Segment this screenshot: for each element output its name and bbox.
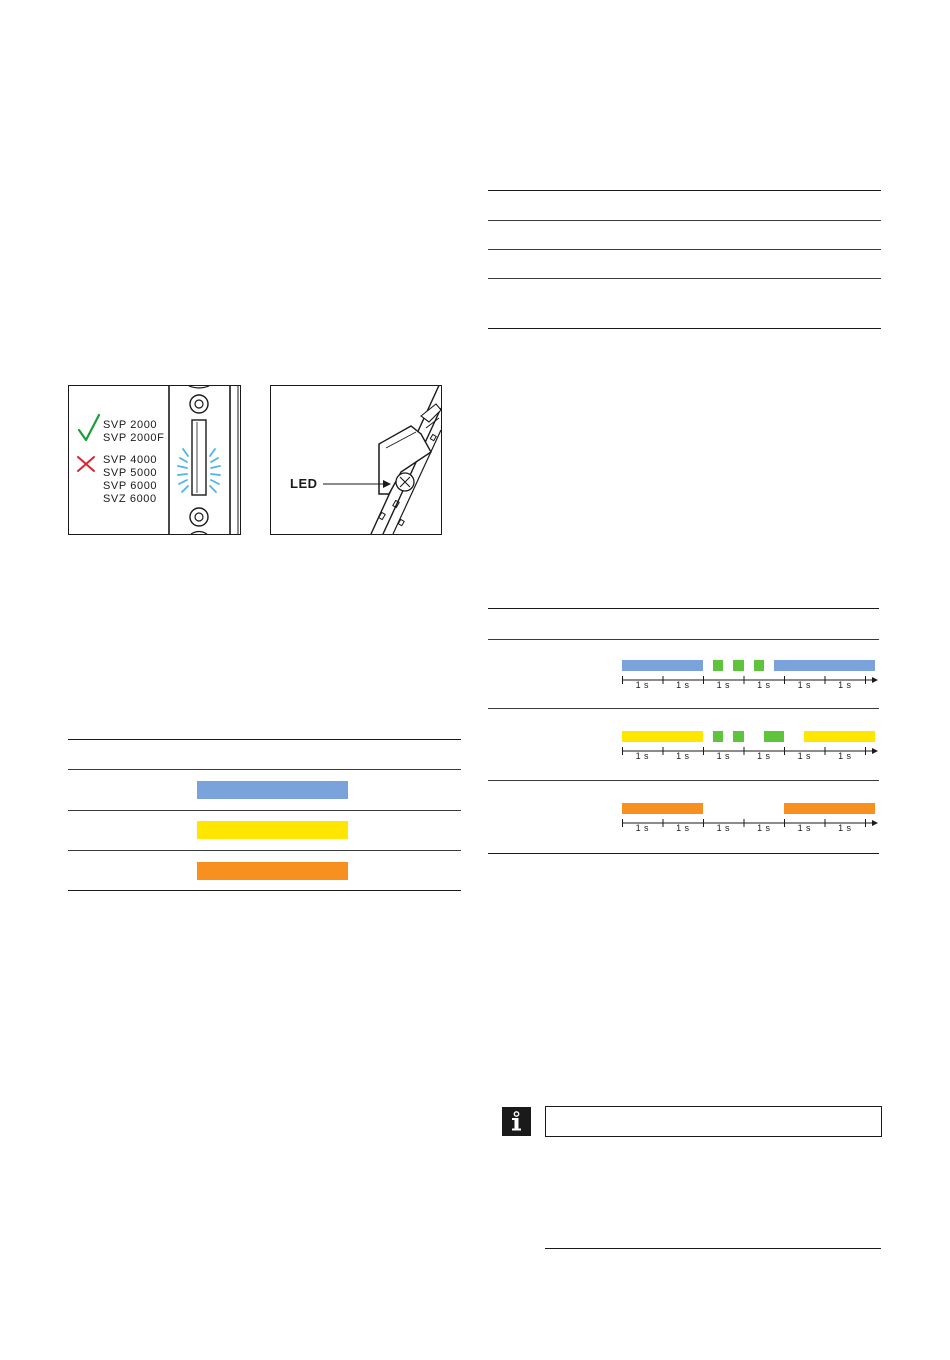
timing-segment <box>622 660 703 671</box>
time-tick-label: 1 s <box>676 823 690 833</box>
unsupported-model: SVP 5000 <box>103 467 158 479</box>
note-bottom-rule <box>545 1248 881 1249</box>
table-rule <box>488 278 881 279</box>
info-icon <box>502 1107 531 1136</box>
table-rule <box>488 249 881 250</box>
table-rule <box>68 850 461 851</box>
table-rule <box>488 780 879 781</box>
timing-row <box>622 801 880 841</box>
time-tick-label: 1 s <box>757 680 771 690</box>
timing-segment <box>804 731 875 742</box>
led-location-figure <box>270 385 442 535</box>
time-tick-label: 1 s <box>838 823 852 833</box>
table-rule <box>488 220 881 221</box>
time-tick-label: 1 s <box>635 823 649 833</box>
time-axis-arrow <box>872 748 878 754</box>
table-rule <box>68 769 461 770</box>
cross-icon <box>76 455 96 473</box>
timing-segment <box>774 660 875 671</box>
time-tick-label: 1 s <box>838 680 852 690</box>
color-swatch-orange <box>197 862 348 880</box>
color-swatch-blue <box>197 781 348 799</box>
timing-row <box>622 729 880 769</box>
strike-plate-drawing <box>167 386 240 534</box>
color-swatch-yellow <box>197 821 348 839</box>
time-tick-label: 1 s <box>635 680 649 690</box>
table-rule <box>488 328 881 329</box>
table-rule <box>488 190 881 191</box>
time-axis-arrow <box>872 677 878 683</box>
timing-row <box>622 658 880 698</box>
time-tick-label: 1 s <box>797 680 811 690</box>
time-tick-label: 1 s <box>757 823 771 833</box>
info-note-box <box>545 1106 882 1137</box>
supported-models-list <box>103 419 164 445</box>
time-tick-label: 1 s <box>716 680 730 690</box>
time-tick-label: 1 s <box>676 751 690 761</box>
table-rule <box>488 708 879 709</box>
timing-segment <box>713 660 723 671</box>
table-rule <box>488 608 879 609</box>
timing-segment <box>784 803 875 814</box>
table-rule <box>488 639 879 640</box>
time-tick-label: 1 s <box>797 823 811 833</box>
time-tick-label: 1 s <box>716 751 730 761</box>
time-tick-label: 1 s <box>757 751 771 761</box>
compatibility-figure <box>68 385 241 535</box>
time-tick-label: 1 s <box>635 751 649 761</box>
timing-segment <box>622 803 703 814</box>
table-rule <box>488 853 879 854</box>
time-axis-arrow <box>872 820 878 826</box>
timing-segment <box>764 731 784 742</box>
time-tick-label: 1 s <box>797 751 811 761</box>
timing-segment <box>754 660 764 671</box>
timing-segment <box>622 731 703 742</box>
info-glyph <box>502 1107 531 1136</box>
led-label: LED <box>290 476 318 491</box>
unsupported-models-list <box>103 454 157 506</box>
check-icon <box>77 413 101 443</box>
unsupported-model: SVP 4000 <box>103 454 158 466</box>
table-rule <box>68 890 461 891</box>
lock-housing-drawing <box>271 386 441 534</box>
time-tick-label: 1 s <box>838 751 852 761</box>
supported-model: SVP 2000F <box>103 432 165 444</box>
table-rule <box>68 739 461 740</box>
timing-segment <box>713 731 723 742</box>
time-tick-label: 1 s <box>676 680 690 690</box>
table-rule <box>68 810 461 811</box>
timing-segment <box>733 731 743 742</box>
unsupported-model: SVZ 6000 <box>103 493 157 505</box>
supported-model: SVP 2000 <box>103 419 158 431</box>
timing-segment <box>733 660 743 671</box>
time-tick-label: 1 s <box>716 823 730 833</box>
unsupported-model: SVP 6000 <box>103 480 158 492</box>
